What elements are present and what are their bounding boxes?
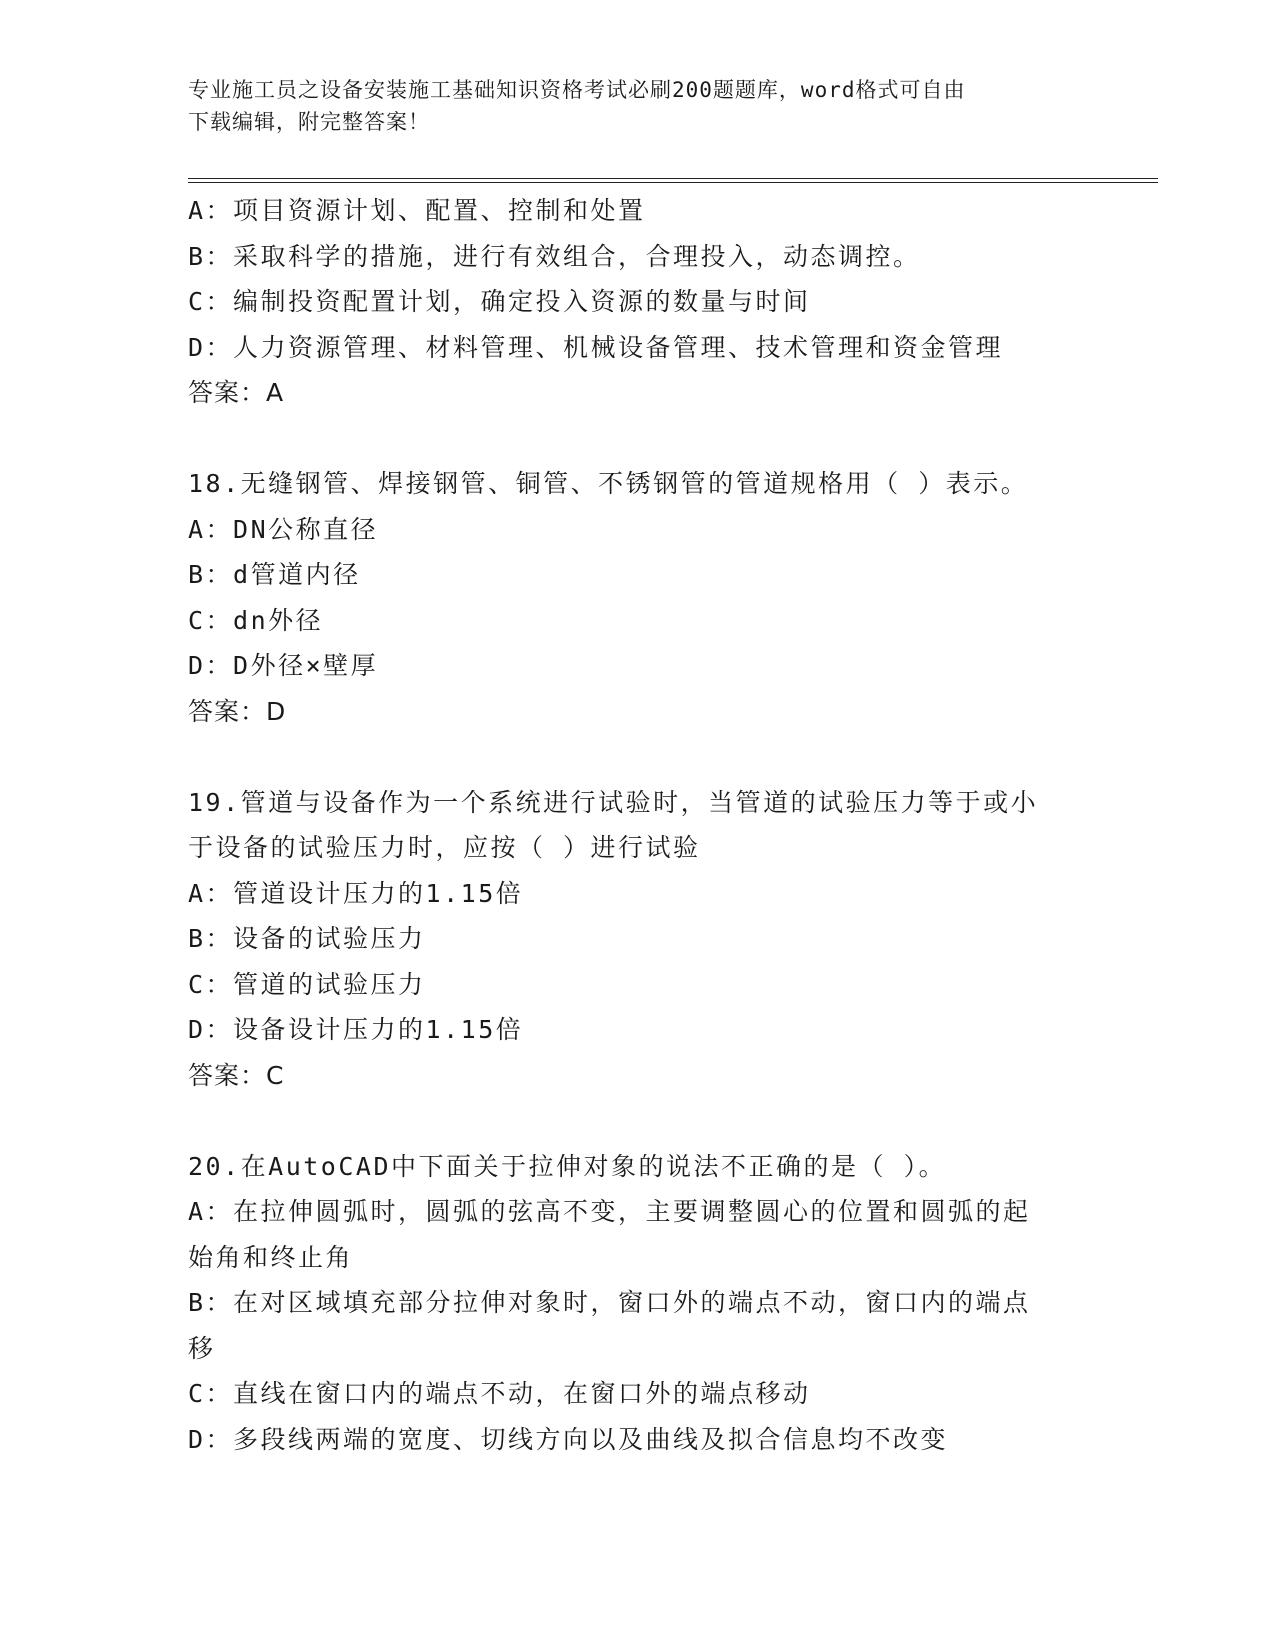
- option-d: D：人力资源管理、材料管理、机械设备管理、技术管理和资金管理: [188, 332, 1004, 362]
- spacer: [188, 416, 1088, 462]
- header-line-2: 下载编辑，附完整答案！: [188, 110, 430, 134]
- answer: 答案：C: [188, 1060, 285, 1090]
- option-a-line-1: A：在拉伸圆弧时，圆弧的弦高不变，主要调整圆心的位置和圆弧的起: [188, 1197, 1031, 1226]
- option-c: C：dn外径: [188, 605, 324, 635]
- question-text-line-2: 于设备的试验压力时，应按（ ）进行试验: [188, 833, 701, 862]
- answer: 答案：A: [188, 378, 285, 407]
- option-a: A：DN公称直径: [188, 514, 379, 544]
- question-19-block: [188, 780, 1088, 1099]
- answer: 答案：D: [188, 696, 287, 726]
- spacer: [188, 1098, 1088, 1144]
- question-20-block: [188, 1144, 1088, 1463]
- option-c: C：直线在窗口内的端点不动，在窗口外的端点移动: [188, 1379, 811, 1408]
- option-d: D：D外径×壁厚: [188, 651, 379, 680]
- header-divider: [188, 178, 1158, 183]
- document-header: [188, 74, 1088, 138]
- option-a-line-2: 始角和终止角: [188, 1242, 354, 1272]
- option-a: A：管道设计压力的1.15倍: [188, 878, 524, 908]
- option-c: C：管道的试验压力: [188, 969, 426, 999]
- question-17-block: [188, 188, 1088, 416]
- option-b-line-2: 移: [188, 1333, 216, 1363]
- question-18-block: [188, 461, 1088, 734]
- option-b-line-1: B：在对区域填充部分拉伸对象时，窗口外的端点不动，窗口内的端点: [188, 1288, 1031, 1317]
- question-content: [188, 188, 1088, 1462]
- spacer: [188, 734, 1088, 780]
- option-b: B：采取科学的措施，进行有效组合，合理投入，动态调控。: [188, 241, 921, 271]
- question-text: 18.无缝钢管、焊接钢管、铜管、不锈钢管的管道规格用（ ）表示。: [188, 469, 1029, 498]
- option-b: B：d管道内径: [188, 560, 361, 589]
- option-d: D：多段线两端的宽度、切线方向以及曲线及拟合信息均不改变: [188, 1424, 949, 1454]
- question-text: 20.在AutoCAD中下面关于拉伸对象的说法不正确的是（ ）。: [188, 1151, 947, 1181]
- question-text-line-1: 19.管道与设备作为一个系统进行试验时，当管道的试验压力等于或小: [188, 787, 1039, 817]
- header-line-1: 专业施工员之设备安装施工基础知识资格考试必刷200题题库，word格式可自由: [188, 78, 966, 102]
- option-c: C：编制投资配置计划，确定投入资源的数量与时间: [188, 287, 811, 316]
- option-a: A：项目资源计划、配置、控制和处置: [188, 196, 646, 225]
- option-d: D：设备设计压力的1.15倍: [188, 1015, 524, 1044]
- option-b: B：设备的试验压力: [188, 924, 426, 953]
